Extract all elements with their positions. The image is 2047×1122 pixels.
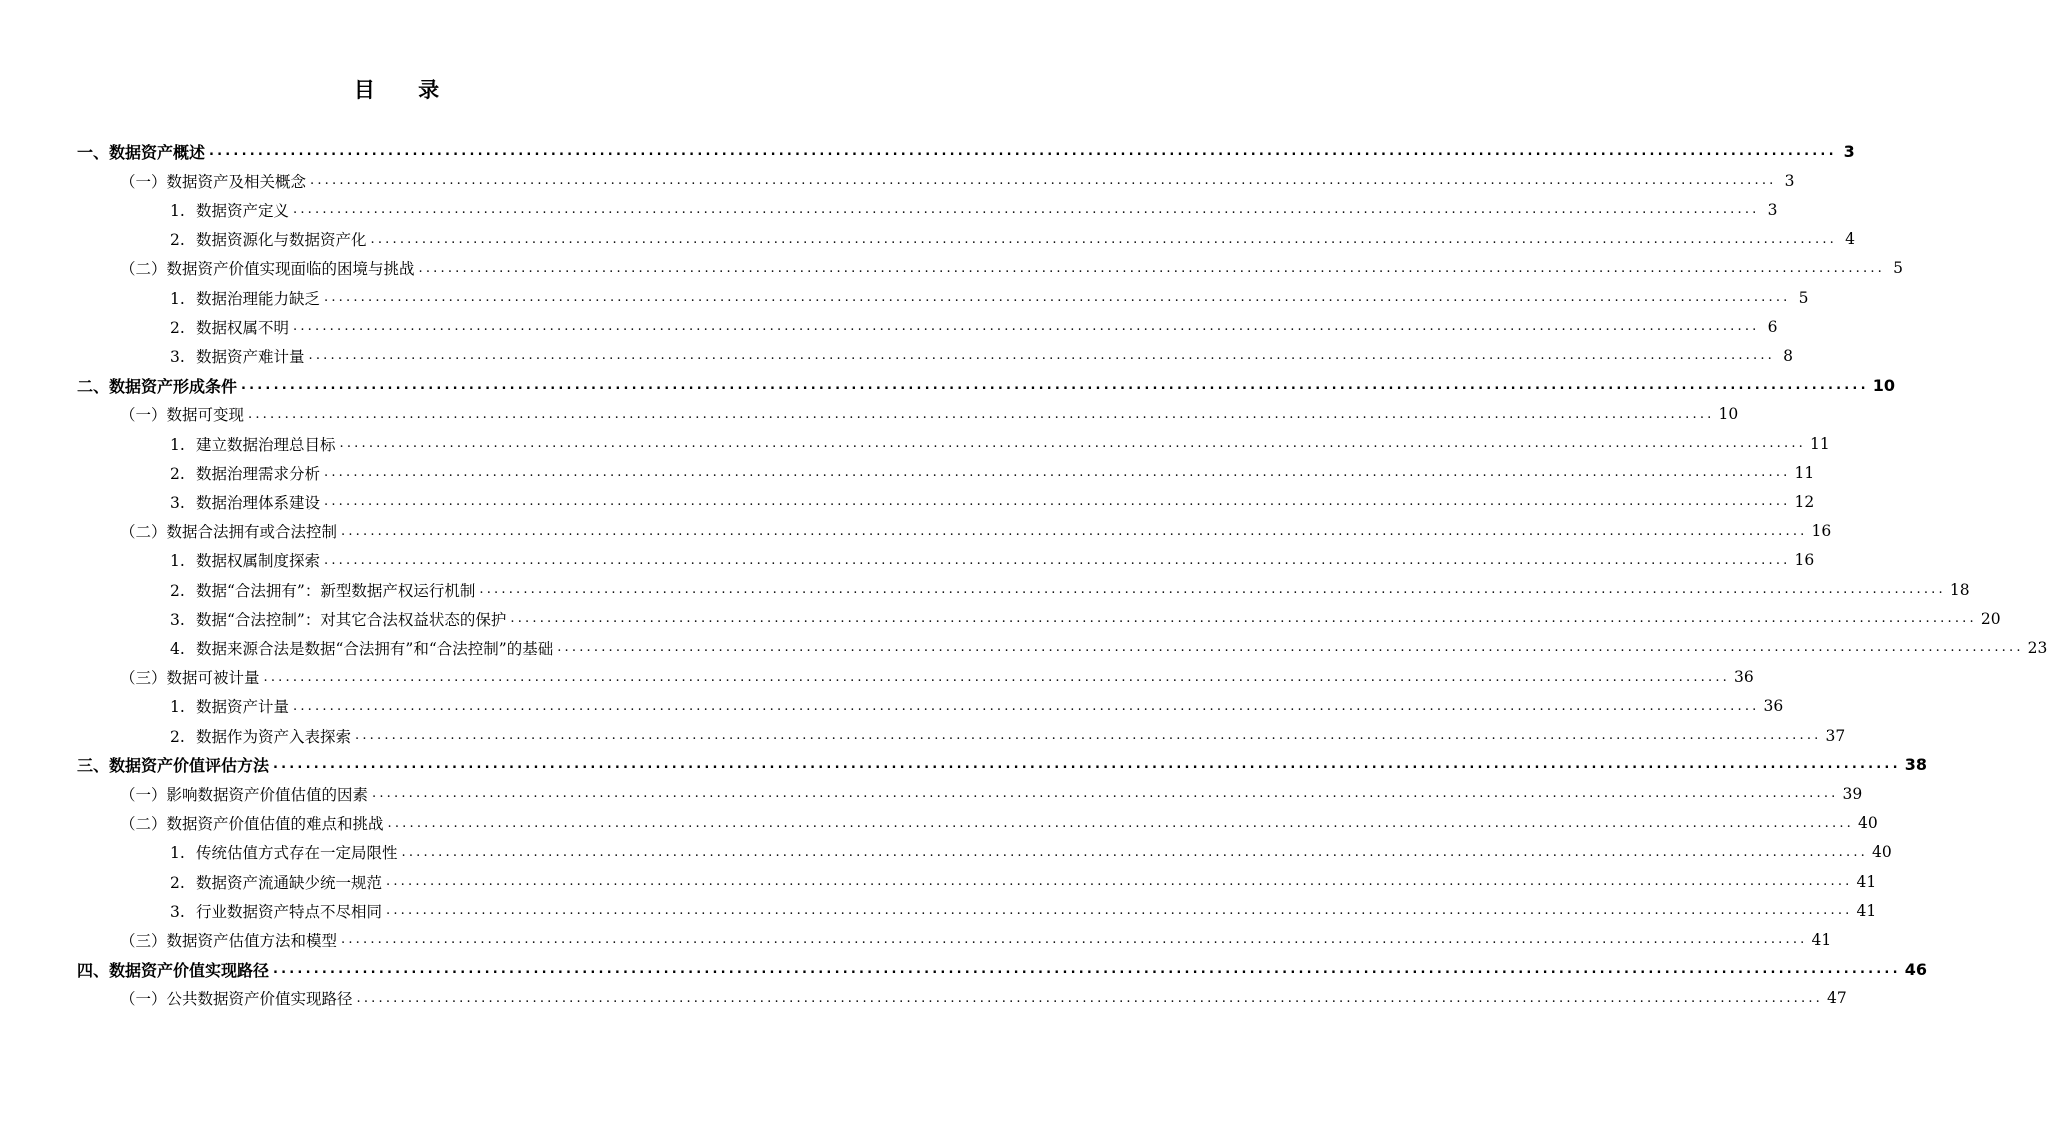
toc-entry-text: 建立数据治理总目标 (196, 435, 336, 454)
toc-entry-title (170, 579, 475, 601)
toc-entry-number: 3. (170, 493, 185, 512)
toc-page-number: 20 (1980, 609, 2001, 628)
toc-entry-number: 1. (170, 435, 185, 454)
toc-entry-number: 1. (170, 552, 185, 571)
toc-entry-level-3[interactable] (0, 312, 1778, 341)
toc-entry-text: 数据权属制度探索 (196, 552, 321, 571)
toc-entry-level-2[interactable] (0, 663, 1754, 692)
toc-entry-title (77, 958, 269, 981)
toc-entry-title (170, 725, 351, 747)
toc-entry-text: 数据权属不明 (196, 318, 290, 337)
toc-dot-leader: ........................................................................................................................................................................................................ (293, 698, 1760, 714)
toc-dot-leader: ........................................................................................................................................................................................................ (510, 611, 1977, 627)
toc-dot-leader: ........................................................................................................................................................................................................ (273, 757, 1901, 773)
toc-dot-leader: ........................................................................................................................................................................................................ (324, 290, 1791, 305)
toc-entry-number: 3. (170, 610, 185, 629)
toc-entry-text: 数据来源合法是数据“合法拥有”和“合法控制”的基础 (196, 639, 554, 658)
toc-dot-leader: ........................................................................................................................................................................................................ (273, 961, 1901, 977)
toc-page-number: 5 (1798, 288, 1809, 307)
toc-entry-level-3[interactable] (0, 867, 1877, 896)
toc-entry-title (170, 316, 289, 338)
toc-entry-text: （二）数据资产价值实现面临的困境与挑战 (120, 260, 415, 279)
toc-entry-level-3[interactable] (0, 458, 1815, 487)
toc-entry-level-3[interactable] (0, 195, 1778, 224)
toc-entry-number: 2. (170, 581, 185, 600)
toc-entry-title (120, 929, 337, 951)
toc-entry-level-3[interactable] (0, 633, 2047, 662)
toc-page-number: 46 (1904, 959, 1927, 979)
toc-entry-number: 1. (170, 289, 185, 308)
toc-entry-number: 2. (170, 727, 185, 746)
toc-dot-leader: ........................................................................................................................................................................................................ (418, 260, 1885, 276)
toc-dot-leader: ........................................................................................................................................................................................................ (386, 874, 1853, 889)
toc-entry-text: （一）数据资产及相关概念 (120, 172, 307, 191)
toc-entry-level-3[interactable] (0, 896, 1877, 925)
toc-entry-text: （一）数据可变现 (120, 406, 245, 425)
toc-entry-text: 数据资源化与数据资产化 (196, 231, 367, 250)
toc-page-number: 47 (1826, 989, 1847, 1008)
toc-entry-level-1[interactable] (0, 750, 1927, 779)
toc-dot-leader: ........................................................................................................................................................................................................ (339, 436, 1806, 451)
toc-entry-level-3[interactable] (0, 225, 1855, 254)
toc-entry-title (170, 462, 320, 484)
toc-page-number: 11 (1809, 434, 1830, 453)
toc-entry-title (170, 900, 382, 922)
toc-entry-title (120, 812, 384, 834)
toc-entry-title (77, 140, 205, 163)
toc-entry-number: 3. (170, 347, 185, 366)
toc-page-number: 36 (1763, 697, 1784, 716)
toc-entry-title (77, 374, 237, 397)
toc-entry-text: 一、数据资产概述 (77, 143, 206, 162)
toc-dot-leader: ........................................................................................................................................................................................................ (324, 494, 1791, 510)
toc-page-number: 39 (1842, 784, 1863, 803)
toc-entry-title (77, 753, 269, 776)
toc-page-number: 41 (1856, 901, 1877, 920)
toc-dot-leader: ........................................................................................................................................................................................................ (479, 582, 1946, 597)
toc-entry-title (170, 871, 382, 893)
toc-entry-number: 1. (170, 201, 185, 220)
toc-entry-title (120, 257, 415, 279)
toc-entry-title (170, 433, 336, 455)
toc-entry-level-1[interactable] (0, 137, 1855, 166)
toc-entry-number: 2. (170, 873, 185, 892)
toc-entry-text: 数据治理体系建设 (196, 493, 321, 512)
toc-entry-title (170, 345, 305, 367)
toc-entry-text: （二）数据合法拥有或合法控制 (120, 523, 338, 542)
toc-page-number: 40 (1857, 814, 1878, 833)
toc-entry-title (170, 549, 320, 571)
toc-entry-number: 3. (170, 902, 185, 921)
toc-entry-title (170, 228, 367, 250)
toc-entry-level-3[interactable] (0, 604, 2001, 633)
toc-page-number: 11 (1794, 463, 1815, 482)
toc-dot-leader: ........................................................................................................................................................................................................ (386, 903, 1853, 919)
toc-dot-leader: ........................................................................................................................................................................................................ (341, 932, 1808, 948)
toc-page-number: 3 (1767, 200, 1778, 219)
toc-entry-text: （一）公共数据资产价值实现路径 (120, 990, 353, 1009)
toc-entry-level-1[interactable] (0, 371, 1895, 400)
toc-entry-title (120, 783, 368, 805)
toc-page-number: 6 (1767, 317, 1778, 336)
toc-entry-level-3[interactable] (0, 546, 1815, 575)
toc-page-number: 5 (1893, 259, 1903, 278)
toc-entry-text: （二）数据资产价值估值的难点和挑战 (120, 815, 384, 834)
toc-entry-number: 2. (170, 464, 185, 483)
toc-entry-level-2[interactable] (0, 925, 1832, 954)
toc-entry-text: 数据治理能力缺乏 (196, 289, 321, 308)
toc-page-number: 23 (2027, 638, 2047, 657)
toc-entry-text: 数据资产流通缺少统一规范 (196, 873, 383, 892)
toc-entry-title (170, 608, 506, 630)
toc-entry-level-3[interactable] (0, 429, 1830, 458)
toc-entry-text: 行业数据资产特点不尽相同 (196, 902, 383, 921)
toc-page-number: 38 (1904, 755, 1927, 775)
toc-entry-level-2[interactable] (0, 984, 1847, 1013)
toc-entry-level-3[interactable] (0, 283, 1809, 312)
toc-page-number: 37 (1825, 726, 1846, 745)
toc-entry-text: （三）数据资产估值方法和模型 (120, 931, 338, 950)
toc-entry-title (170, 287, 320, 309)
toc-dot-leader: ........................................................................................................................................................................................................ (356, 990, 1823, 1006)
toc-entry-text: 数据资产定义 (196, 201, 290, 220)
toc-entry-title (170, 695, 289, 717)
toc-entry-text: 数据资产计量 (196, 698, 290, 717)
toc-page-number: 12 (1794, 492, 1815, 511)
toc-entry-level-3[interactable] (0, 487, 1815, 516)
toc-entry-number: 4. (170, 639, 185, 658)
toc-page-number: 40 (1871, 843, 1892, 862)
toc-dot-leader: ........................................................................................................................................................................................................ (370, 231, 1837, 247)
toc-entry-text: 传统估值方式存在一定局限性 (196, 844, 398, 863)
toc-entry-level-2[interactable] (0, 400, 1739, 429)
toc-entry-number: 2. (170, 318, 185, 337)
toc-entry-text: 数据治理需求分析 (196, 464, 321, 483)
toc-entry-title (120, 403, 244, 425)
toc-entry-text: 数据“合法拥有”：新型数据产权运行机制 (196, 581, 476, 600)
toc-page-number: 41 (1856, 872, 1877, 891)
toc-entry-title (170, 199, 289, 221)
toc-entry-text: 数据“合法控制”：对其它合法权益状态的保护 (196, 610, 507, 629)
toc-entry-title (120, 666, 260, 688)
toc-dot-leader: ........................................................................................................................................................................................................ (293, 319, 1760, 335)
toc-page-number: 4 (1845, 230, 1855, 249)
toc-dot-leader: ........................................................................................................................................................................................................ (557, 640, 2024, 656)
toc-dot-leader: ........................................................................................................................................................................................................ (263, 669, 1730, 685)
toc-dot-leader: ........................................................................................................................................................................................................ (355, 728, 1822, 743)
toc-entry-level-1[interactable] (0, 955, 1927, 984)
toc-dot-leader: ........................................................................................................................................................................................................ (293, 202, 1760, 218)
toc-entry-level-2[interactable] (0, 517, 1832, 546)
toc-entry-title (170, 841, 398, 863)
toc-entry-number: 2. (170, 231, 185, 250)
toc-entry-title (120, 987, 353, 1009)
toc-entry-level-2[interactable] (0, 254, 1903, 283)
toc-dot-leader: ........................................................................................................................................................................................................ (308, 348, 1775, 364)
toc-entry-level-3[interactable] (0, 341, 1793, 370)
toc-page-number: 41 (1811, 930, 1832, 949)
toc-entry-level-2[interactable] (0, 779, 1863, 808)
toc-entry-text: 四、数据资产价值实现路径 (77, 960, 270, 980)
toc-dot-leader: ........................................................................................................................................................................................................ (241, 377, 1869, 393)
toc-entry-level-3[interactable] (0, 838, 1892, 867)
toc-entry-number: 1. (170, 844, 185, 863)
toc-dot-leader: ........................................................................................................................................................................................................ (401, 844, 1868, 860)
toc-dot-leader: ........................................................................................................................................................................................................ (248, 406, 1715, 422)
toc-entry-title (170, 491, 320, 513)
toc-entry-number: 1. (170, 698, 185, 717)
toc-page-number: 3 (1784, 171, 1795, 190)
toc-dot-leader: ........................................................................................................................................................................................................ (387, 815, 1854, 831)
toc-entry-level-3[interactable] (0, 692, 1784, 721)
toc-entry-text: 数据资产难计量 (196, 347, 305, 366)
toc-page-number: 18 (1949, 580, 1970, 599)
toc-dot-leader: ........................................................................................................................................................................................................ (310, 173, 1777, 189)
toc-entry-title (120, 520, 337, 542)
toc-page-number: 10 (1718, 405, 1739, 424)
toc-dot-leader: ........................................................................................................................................................................................................ (341, 523, 1808, 539)
toc-entry-level-3[interactable] (0, 575, 1970, 604)
toc-entry-text: （一）影响数据资产价值估值的因素 (120, 785, 369, 804)
page-title: 目 录 (353, 78, 458, 102)
toc-entry-level-3[interactable] (0, 721, 1846, 750)
toc-entry-text: 数据作为资产入表探索 (196, 727, 352, 746)
toc-dot-leader: ........................................................................................................................................................................................................ (324, 465, 1791, 481)
toc-page-number: 8 (1783, 346, 1793, 365)
toc-page-number: 3 (1843, 142, 1855, 161)
toc-entry-title (170, 637, 553, 659)
toc-dot-leader: ........................................................................................................................................................................................................ (372, 786, 1839, 802)
toc-page-number: 10 (1872, 375, 1895, 395)
toc-entry-text: （三）数据可被计量 (120, 669, 260, 688)
toc-entry-text: 二、数据资产形成条件 (77, 376, 238, 396)
toc-page-number: 16 (1794, 551, 1815, 570)
toc-page-number: 36 (1733, 668, 1754, 687)
toc-entry-level-2[interactable] (0, 809, 1878, 838)
toc-entry-level-2[interactable] (0, 166, 1795, 195)
toc-dot-leader: ........................................................................................................................................................................................................ (324, 552, 1791, 568)
toc-page-number: 16 (1811, 522, 1832, 541)
toc-entry-text: 三、数据资产价值评估方法 (77, 756, 270, 776)
toc-dot-leader: ........................................................................................................................................................................................................ (209, 144, 1837, 159)
toc-entry-title (120, 170, 306, 192)
